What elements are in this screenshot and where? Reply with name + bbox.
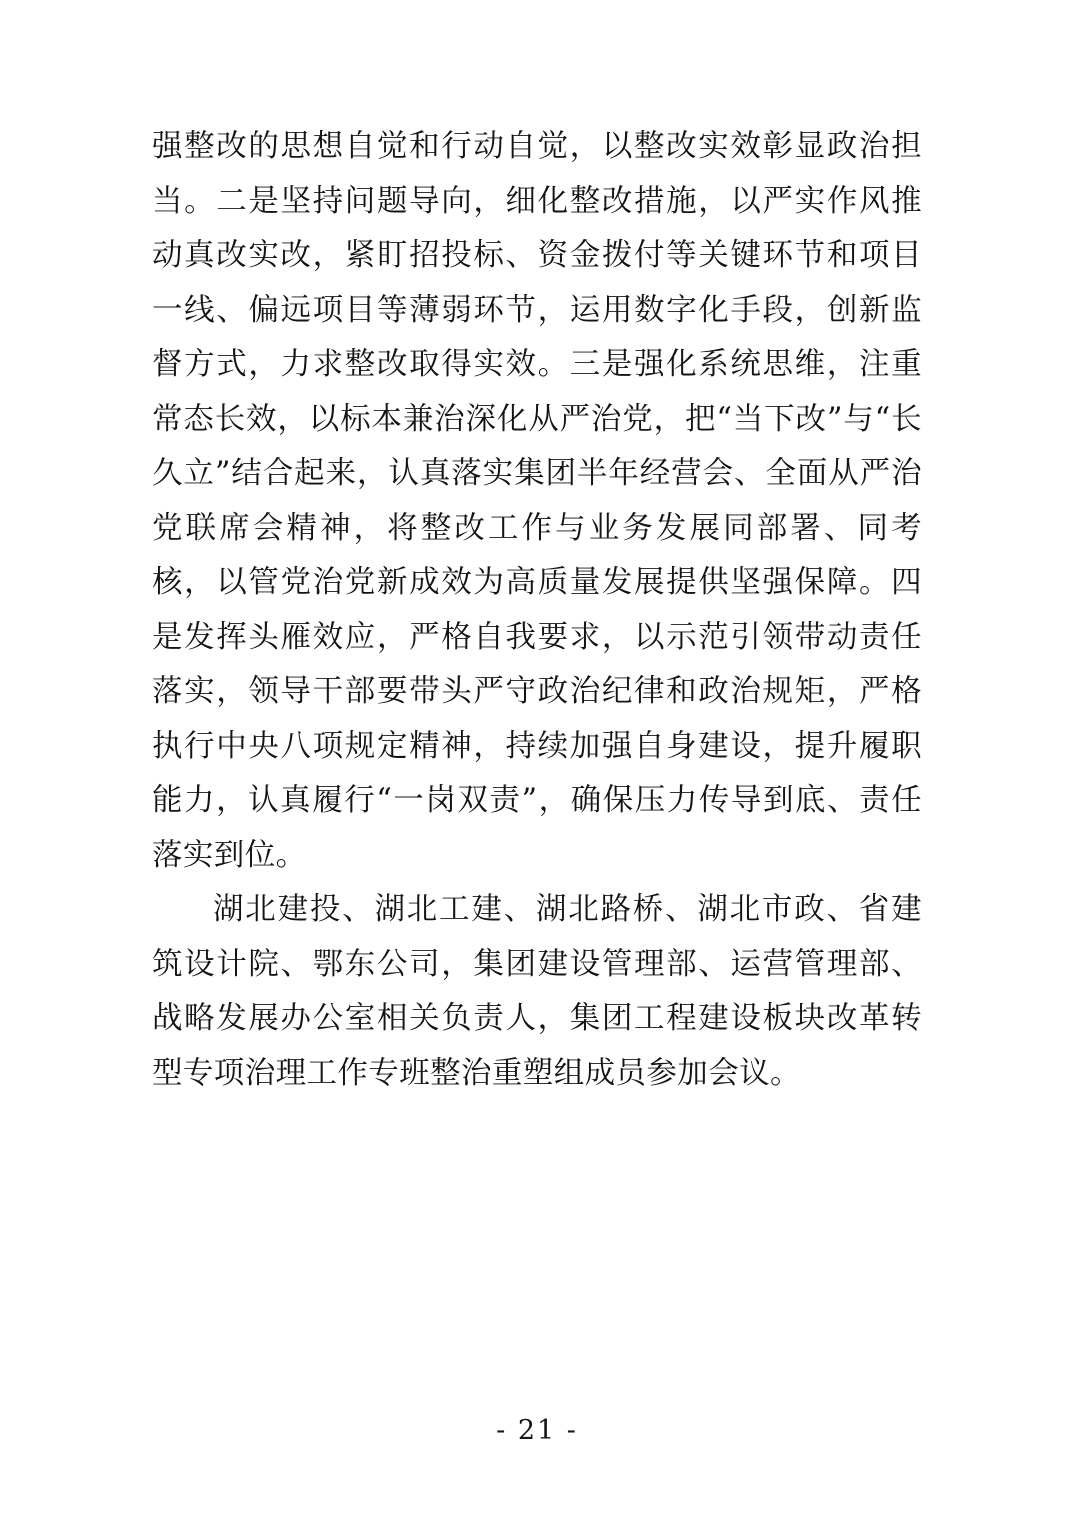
body-paragraph: 湖北建投、湖北工建、湖北路桥、湖北市政、省建筑设计院、鄂东公司，集团建设管理部、运营管理部、战略发展办公室相关负责人，集团工程建设板块改革转型专项治理工作专班整治重塑组成员参加会议。 <box>152 892 922 1091</box>
document-body <box>152 120 922 1101</box>
body-paragraph: 强整改的思想自觉和行动自觉，以整改实效彰显政治担当。二是坚持问题导向，细化整改措施，以严实作风推动真改实改，紧盯招投标、资金拨付等关键环节和项目一线、偏远项目等薄弱环节，运用数字化手段，创新监督方式，力求整改取得实效。三是强化系统思维，注重常态长效，以标本兼治深化从严治党，把“当下改”与“长久立”结合起来，认真落实集团半年经营会、全面从严治党联席会精神，将整改工作与业务发展同部署、同考核，以管党治党新成效为高质量发展提供坚强保障。四是发挥头雁效应，严格自我要求，以示范引领带动责任落实，领导干部要带头严守政治纪律和政治规矩，严格执行中央八项规定精神，持续加强自身建设，提升履职能力，认真履行“一岗双责”，确保压力传导到底、责任落实到位。 <box>152 129 922 873</box>
page-number: - 21 - <box>496 1415 578 1446</box>
